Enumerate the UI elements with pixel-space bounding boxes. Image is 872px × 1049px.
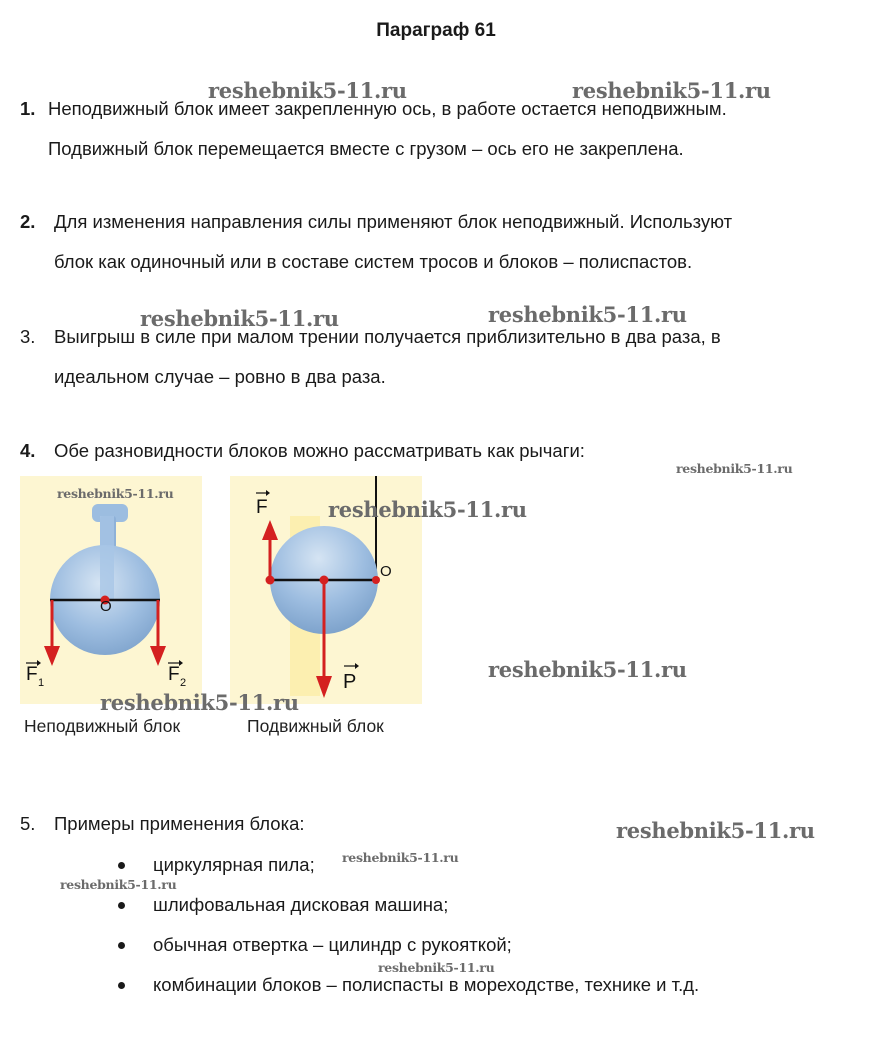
item-line: Для изменения направления силы применяют блок неподвижный. Используют	[54, 211, 733, 232]
bullet-icon	[118, 902, 125, 909]
watermark: reshebnik5-11.ru	[676, 461, 793, 476]
label-o: O	[380, 563, 392, 580]
watermark: reshebnik5-11.ru	[208, 78, 407, 103]
item-number: 5.	[20, 813, 36, 834]
watermark: reshebnik5-11.ru	[378, 960, 495, 975]
label-p: P	[343, 671, 357, 693]
watermark: reshebnik5-11.ru	[60, 877, 177, 892]
caption-movable-block: Подвижный блок	[247, 716, 384, 736]
axis-point	[372, 576, 380, 584]
list-item: шлифовальная дисковая машина;	[118, 885, 699, 925]
label-o: O	[100, 598, 112, 615]
bullet-icon	[118, 942, 125, 949]
watermark: reshebnik5-11.ru	[57, 486, 174, 501]
item-line: блок как одиночный или в составе систем тросов и блоков – полиспастов.	[54, 251, 693, 272]
label-f1: F	[26, 664, 38, 685]
item-line: Примеры применения блока:	[54, 813, 305, 834]
item-number: 1.	[20, 98, 36, 119]
watermark: reshebnik5-11.ru	[488, 302, 687, 327]
mount-rod-front	[100, 516, 114, 600]
watermark: reshebnik5-11.ru	[140, 306, 339, 331]
label-f2: F	[168, 664, 180, 685]
examples-list	[118, 845, 699, 1005]
fixed-block-diagram	[20, 476, 202, 704]
label-f2-sub: 2	[180, 677, 187, 689]
item-line: идеальном случае – ровно в два раза.	[54, 366, 386, 387]
list-item: обычная отвертка – цилиндр с рукояткой;	[118, 925, 699, 965]
watermark: reshebnik5-11.ru	[342, 850, 459, 865]
list-item: комбинации блоков – полиспасты в мореходстве, технике и т.д.	[118, 965, 699, 1005]
watermark: reshebnik5-11.ru	[572, 78, 771, 103]
watermark: reshebnik5-11.ru	[100, 690, 299, 715]
watermark: reshebnik5-11.ru	[328, 497, 527, 522]
bullet-icon	[118, 982, 125, 989]
caption-fixed-block: Неподвижный блок	[24, 716, 181, 736]
item-number: 2.	[20, 211, 36, 232]
list-item: циркулярная пила;	[118, 845, 699, 885]
label-f: F	[256, 497, 268, 518]
page-title: Параграф 61	[376, 20, 496, 41]
item-number: 4.	[20, 440, 36, 461]
label-f1-sub: 1	[38, 677, 45, 689]
item-line: Обе разновидности блоков можно рассматривать как рычаги:	[54, 440, 585, 461]
item-number: 3.	[20, 326, 36, 347]
watermark: reshebnik5-11.ru	[616, 818, 815, 843]
item-line: Подвижный блок перемещается вместе с грузом – ось его не закреплена.	[48, 138, 684, 159]
watermark: reshebnik5-11.ru	[488, 657, 687, 682]
item-line: Выигрыш в силе при малом трении получается приблизительно в два раза, в	[54, 326, 721, 347]
item-line: Неподвижный блок имеет закрепленную ось, в работе остается неподвижным.	[48, 98, 727, 119]
bullet-icon	[118, 862, 125, 869]
